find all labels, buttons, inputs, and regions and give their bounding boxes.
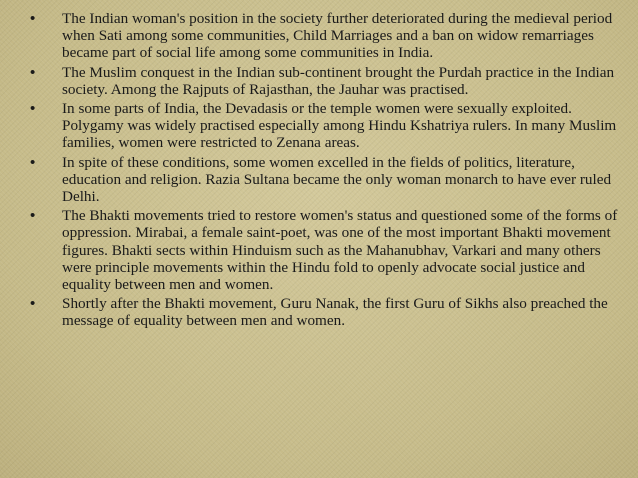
bullet-item-guru-nanak (30, 295, 620, 329)
bullet-item-purdah (30, 64, 620, 98)
bullet-text: The Muslim conquest in the Indian sub-continent brought the Purdah practice in the Indian society. Among the Rajputs of Rajasthan, the Jauhar was practised. (62, 63, 615, 98)
bullet-icon: • (30, 100, 36, 118)
bullet-item-razia-sultana (30, 154, 620, 206)
bullet-item-sati (30, 10, 620, 62)
bullet-icon: • (30, 63, 36, 81)
bullet-icon: • (30, 10, 36, 27)
bullet-text: The Bhakti movements tried to restore women's status and questioned some of the forms of oppression. Mirabai, a female saint-poet, was one of the most important Bhakti movement figures. Bhakti sects within Hinduism such as the Mahanubhav, Varkari and many others were principle movements within the Hindu fold to openly advocate social justice and equality between men and women. (62, 207, 618, 294)
bullet-item-bhakti (30, 207, 620, 293)
bullet-item-devadasis (30, 100, 620, 152)
bullet-text: In some parts of India, the Devadasis or the temple women were sexually exploited. Polygamy was widely practised especially among Hindu Kshatriya rulers. In many Muslim families, women were restricted to Zenana areas. (62, 100, 617, 152)
bullet-text: Shortly after the Bhakti movement, Guru Nanak, the first Guru of Sikhs also preached the message of equality between men and women. (62, 295, 608, 330)
bullet-icon: • (30, 153, 36, 171)
bullet-text: In spite of these conditions, some women excelled in the fields of politics, literature, education and religion. Razia Sultana became the only woman monarch to have ever ruled Delhi. (62, 153, 612, 206)
bullet-icon: • (30, 295, 36, 313)
bullet-icon: • (30, 207, 36, 225)
bullet-list (30, 10, 620, 332)
bullet-text: The Indian woman's position in the society further deteriorated during the medieval period when Sati among some communities, Child Marriages and a ban on widow remarriages became part of social life among some communities in India. (62, 10, 613, 62)
